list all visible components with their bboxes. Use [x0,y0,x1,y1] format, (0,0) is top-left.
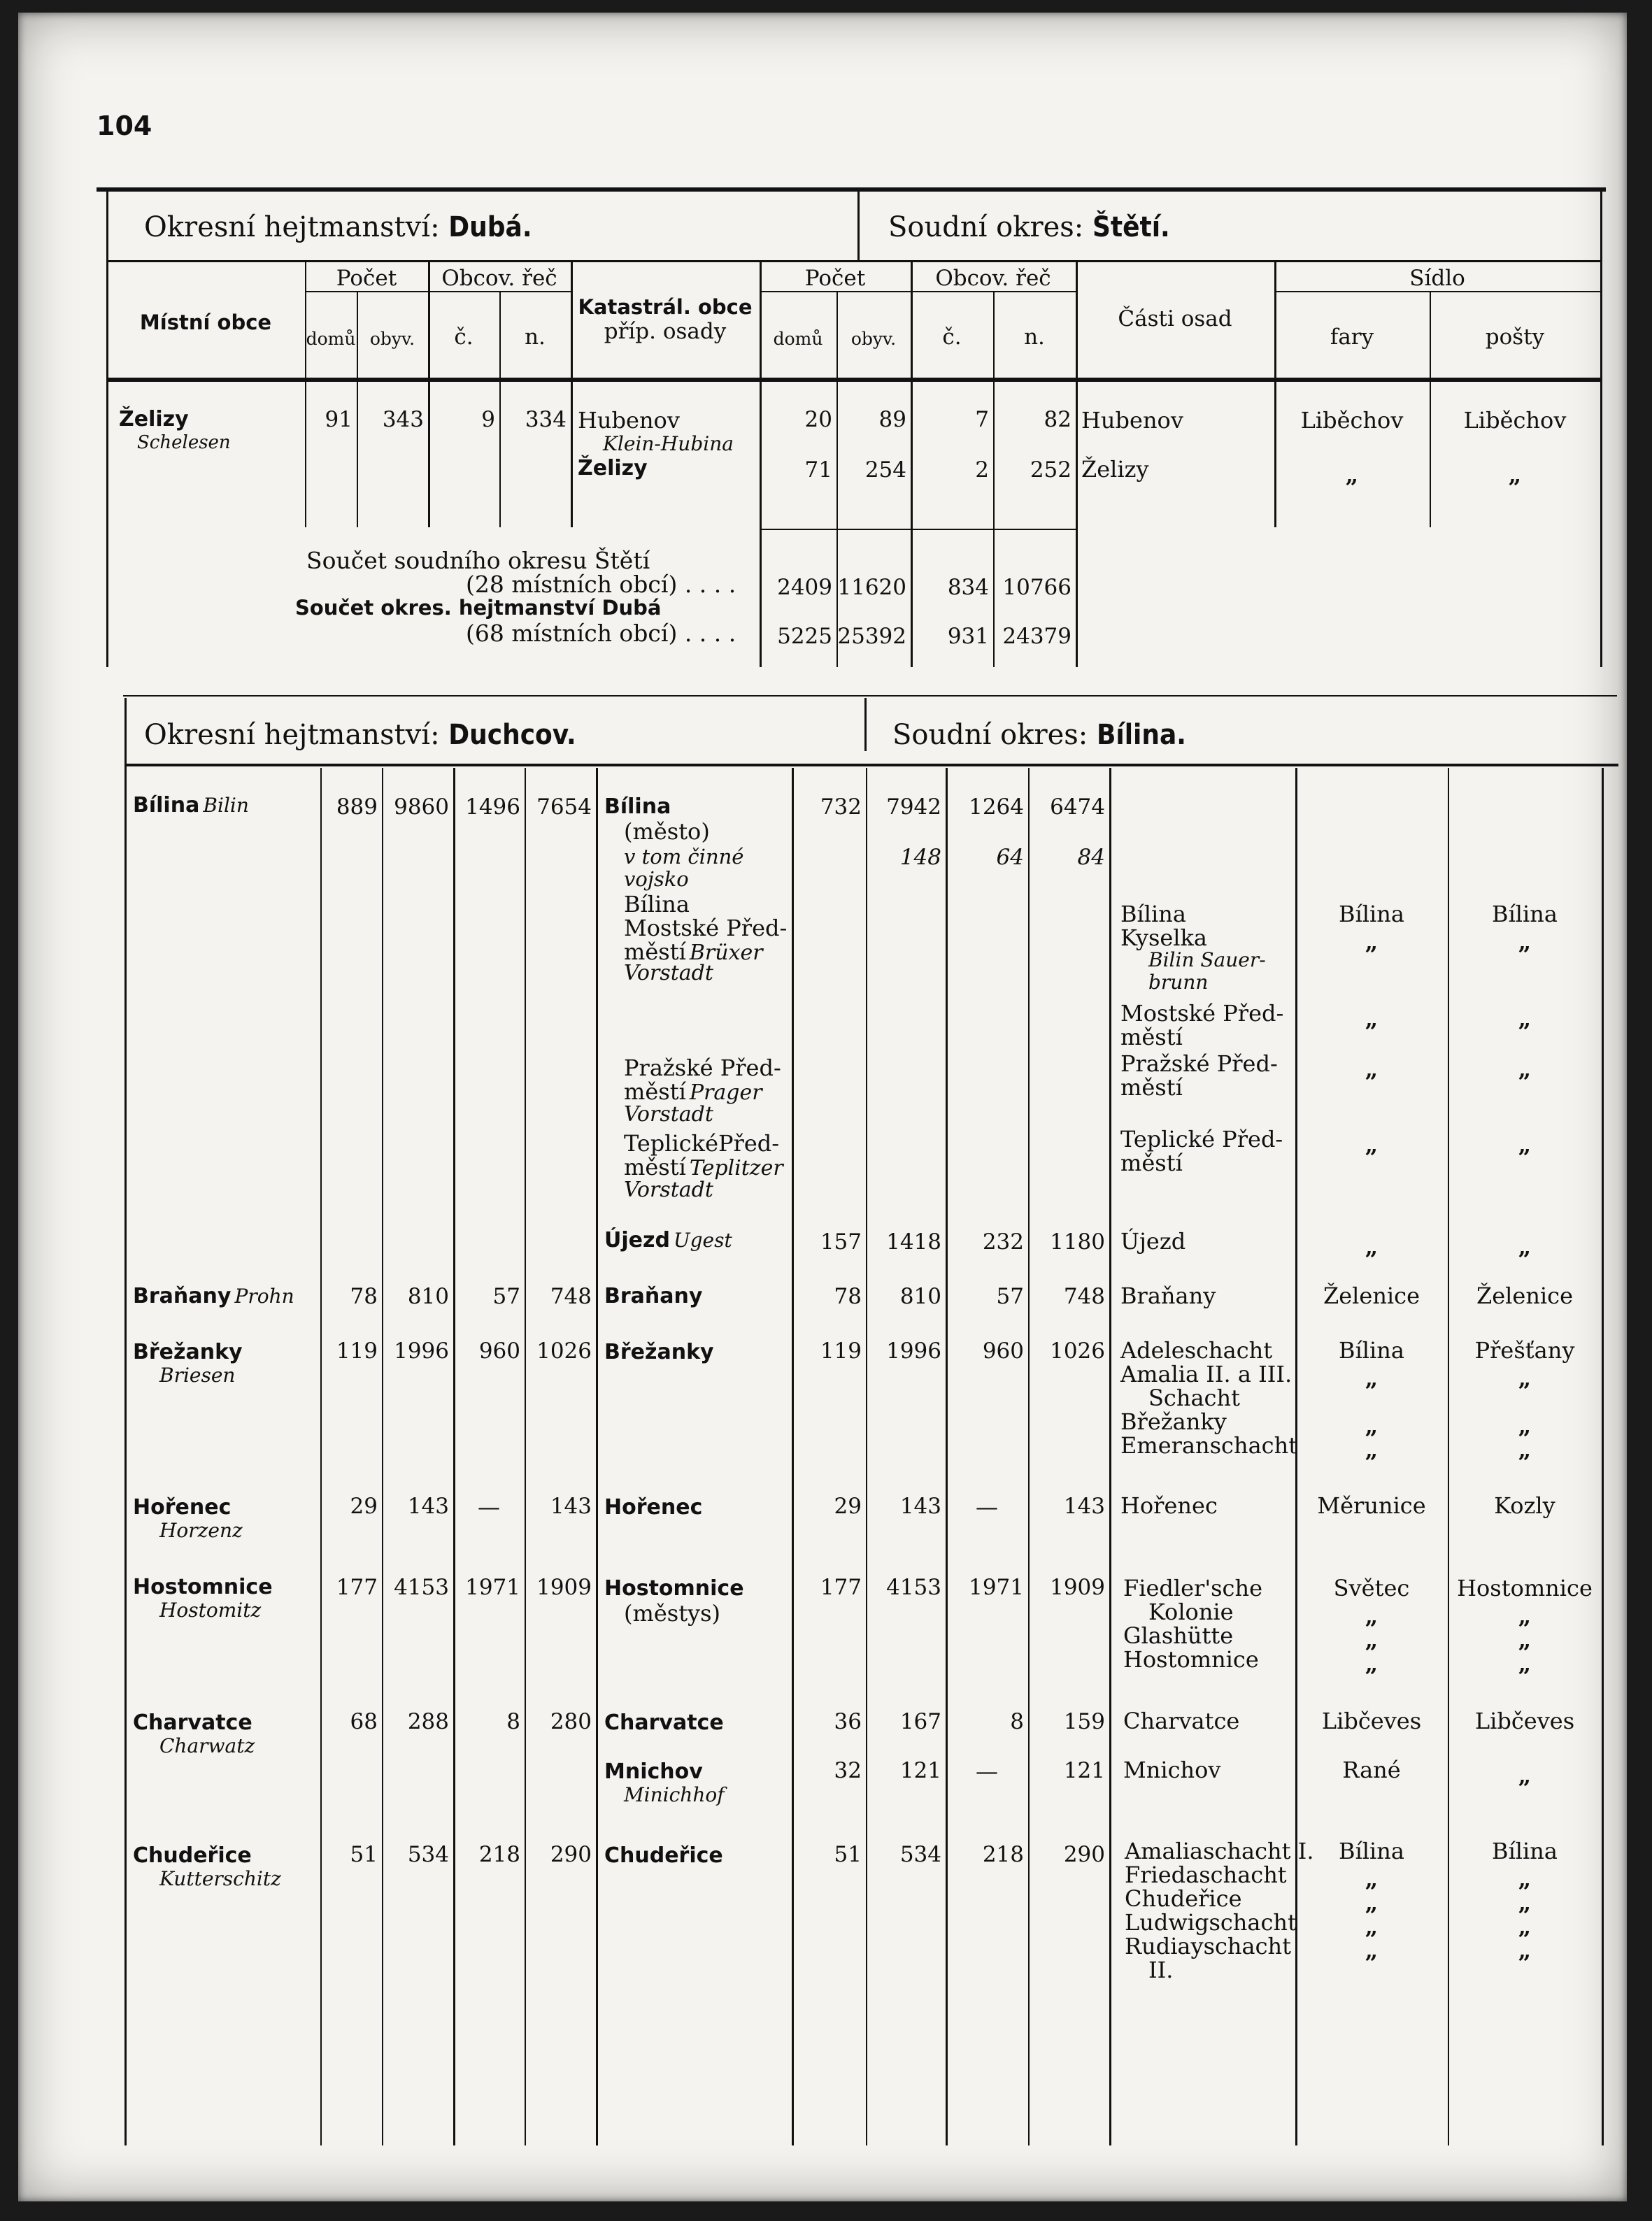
bilina-obec-de: Bilin [203,794,249,817]
horenec-kat-obyv: 143 [899,1494,941,1519]
chuderice-domu: 51 [350,1842,378,1867]
brezanky-cast-0: Adeleschacht [1120,1337,1273,1364]
col-line [305,262,306,527]
brezanky-fary: Bílina [1339,1337,1404,1364]
section2-hejtmanstvi [144,719,576,751]
horenec-obec-de: Horzenz [159,1519,243,1542]
charvatce-kat-0: Charvatce [604,1711,724,1735]
bilina-osada-2-line2 [624,1078,762,1105]
branany-c: 57 [492,1284,520,1309]
header-n: n. [525,324,546,350]
bilina-osada-3: TeplickéPřed- [624,1130,780,1157]
chuderice-n: 290 [550,1842,592,1867]
col-line [382,768,383,2145]
bilina-c: 1496 [465,794,520,820]
col-line [596,768,598,2145]
header-domu-2: domů [773,329,823,349]
bilina-cast-mostske-1: Mostské Před- [1120,1000,1284,1027]
section1-okres-label: Soudní okres: [888,211,1084,243]
bilina-posty-main: Bílina [1492,901,1558,927]
bilina-osada-0: Bílina [624,891,690,917]
brezanky-kat-n: 1026 [1050,1338,1105,1364]
bilina-cast-prazske-2: městí [1120,1074,1183,1101]
zelizy-r0-fary: Liběchov [1300,407,1404,434]
ujezd-kat-name: Újezd [604,1228,670,1252]
sum-hejt-label-2: (68 místních obcí) . . . . [466,620,736,647]
section1-divider [857,192,860,262]
sum-hejt-label-1: Součet okres. hejtmanství Dubá [295,596,662,620]
sum-hejt-c: 931 [947,624,989,649]
zelizy-kat-0: Hubenov [578,407,680,434]
col-line [453,768,455,2145]
section2-hejtmanstvi-label: Okresní hejtmanství: [144,719,440,751]
charvatce-obec-de: Charwatz [159,1734,255,1757]
brezanky-kat-c: 960 [982,1338,1024,1364]
charvatce-kat-1-de: Minichhof [624,1783,725,1806]
chuderice-obyv: 534 [407,1842,449,1867]
bilina-fary-ditto-3: „ [1365,1056,1379,1083]
zelizy-r1-c: 2 [975,457,989,483]
bilina-osada-2-de: Prager [689,1080,762,1105]
col-line [1109,768,1111,2145]
sum-okres-label-2: (28 místních obcí) . . . . [466,571,736,598]
brezanky-kat-domu: 119 [820,1338,862,1364]
hostomice-fary: Světec [1333,1575,1410,1601]
section1-hejtmanstvi-name: Dubá. [448,211,532,243]
horenec-cast: Hořenec [1120,1492,1218,1519]
chuderice-cast-2: Chudeřice [1125,1885,1242,1912]
header-katastr-1: Katastrál. obce [578,295,753,319]
zelizy-obec-de: Schelesen [137,432,231,453]
hostomice-posty: Hostomnice [1457,1575,1593,1601]
bilina-kat-domu: 732 [820,794,862,820]
branany-kat-obyv: 810 [899,1284,941,1309]
zelizy-kat-1: Želizy [578,456,648,480]
hostomice-kat-domu: 177 [820,1575,862,1600]
section1-okres [888,211,1170,243]
chuderice-posty-ditto-1: „ [1518,1866,1532,1892]
sum-okres-obyv: 11620 [837,575,906,600]
bilina-osada-3-de2: Vorstadt [624,1178,713,1202]
bilina-osada-2-de2: Vorstadt [624,1102,713,1127]
hostomice-domu: 177 [336,1575,378,1600]
section2-okres [892,719,1186,751]
col-line [866,768,867,2145]
bilina-vojsko-c: 64 [996,845,1024,870]
hostomice-cast-0: Fiedler'sche [1123,1575,1263,1601]
chuderice-fary-ditto-1: „ [1365,1866,1379,1892]
header-katastr-2: příp. osady [604,319,727,344]
brezanky-fary-ditto-1: „ [1365,1365,1379,1392]
branany-kat: Braňany [604,1284,703,1308]
header-domu: domů [306,329,356,349]
hostomice-kat: Hostomnice [604,1576,744,1601]
charvatce-r1-n: 121 [1063,1758,1105,1783]
hostomice-kat-n: 1909 [1050,1575,1105,1600]
sum-hejt-obyv: 25392 [837,624,906,649]
frame-right [1600,192,1602,667]
charvatce-c: 8 [506,1709,520,1734]
zelizy-obec: Želizy [119,407,189,431]
bilina-vojsko-2: vojsko [624,867,689,891]
ujezd-obyv: 1418 [886,1229,941,1255]
header-obyv: obyv. [369,329,415,349]
brezanky-kat: Břežanky [604,1340,714,1364]
brezanky-c: 960 [478,1338,520,1364]
chuderice-posty-ditto-2: „ [1518,1890,1532,1916]
zelizy-r0-obyv: 89 [878,407,906,432]
brezanky-fary-ditto-3: „ [1365,1436,1379,1463]
section2-frame-left [124,698,127,2145]
charvatce-r1-fary: Rané [1342,1757,1401,1783]
zelizy-obyv: 343 [382,407,424,432]
header-pocet-2: Počet [804,266,866,291]
hostomice-c: 1971 [465,1575,520,1600]
bilina-kat-obyv: 7942 [886,794,941,820]
brezanky-obec-de: Briesen [159,1364,236,1387]
hostomice-obyv: 4153 [394,1575,449,1600]
hostomice-kat-sub: (městys) [624,1600,721,1627]
horenec-posty: Kozly [1494,1492,1555,1519]
ujezd-domu: 157 [820,1229,862,1255]
branany-obyv: 810 [407,1284,449,1309]
header-sidlo: Sídlo [1409,266,1465,291]
branany-cast: Braňany [1120,1283,1216,1309]
header-bottom-rule [106,378,1600,382]
bilina-kat-n: 6474 [1050,794,1105,820]
charvatce-r1-obyv: 121 [899,1758,941,1783]
col-line [1028,768,1030,2145]
charvatce-r1-posty: „ [1518,1762,1532,1789]
hostomice-obec-de: Hostomitz [159,1599,262,1622]
header-top-rule [106,260,1600,262]
branany-fary: Želenice [1323,1283,1420,1309]
chuderice-kat: Chudeřice [604,1843,723,1868]
col-line [946,768,948,2145]
bilina-kat: Bílina [604,794,671,819]
bilina-osada-2-name2: městí [624,1078,686,1105]
header-n-2: n. [1024,324,1045,350]
section2-frame-right [1602,768,1604,2145]
zelizy-c: 9 [481,407,495,432]
charvatce-kat-1: Mnichov [604,1759,703,1784]
section2-hejtmanstvi-name: Duchcov. [448,719,576,751]
zelizy-r0-domu: 20 [804,407,832,432]
charvatce-r0-posty: Libčeves [1474,1708,1575,1734]
chuderice-cast-3: Ludwigschacht [1125,1909,1297,1936]
chuderice-obec: Chudeřice [133,1843,252,1868]
brezanky-fary-ditto-2: „ [1365,1413,1379,1439]
horenec-fary: Měrunice [1317,1492,1426,1519]
brezanky-n: 1026 [536,1338,592,1364]
zelizy-domu: 91 [325,407,353,432]
section2-okres-label: Soudní okres: [892,719,1088,751]
bilina-osada-3-line2 [624,1154,783,1180]
brezanky-obyv: 1996 [394,1338,449,1364]
section1-hejtmanstvi [144,211,532,243]
header-posty: pošty [1485,324,1545,350]
hostomice-cast-3: Hostomnice [1123,1646,1259,1673]
hostomice-posty-ditto-2: „ [1518,1627,1532,1653]
hostomice-n: 1909 [536,1575,592,1600]
bilina-obyv: 9860 [394,794,449,820]
zelizy-r0-c: 7 [975,407,989,432]
zelizy-r0-posty: Liběchov [1463,407,1567,434]
bilina-posty-ditto-2: „ [1518,1006,1532,1032]
brezanky-kat-obyv: 1996 [886,1338,941,1364]
bilina-fary-ditto-1: „ [1365,929,1379,955]
chuderice-obec-de: Kutterschitz [159,1867,281,1890]
col-line [792,768,794,2145]
bilina-kat-c: 1264 [969,794,1024,820]
col-line [428,262,430,527]
bilina-osada-1-de: Brüxer [689,941,763,965]
bilina-osada-2: Pražské Před- [624,1055,781,1081]
ujezd-c: 232 [982,1229,1024,1255]
charvatce-obyv: 288 [407,1709,449,1734]
zelizy-r1-fary: „ [1345,462,1359,488]
hostomice-kat-obyv: 4153 [886,1575,941,1600]
sum-okres-label-1: Součet soudního okresu Štětí [306,547,650,574]
chuderice-kat-domu: 51 [834,1842,862,1867]
hostomice-fary-ditto-2: „ [1365,1627,1379,1653]
bilina-osada-1-name2: městí [624,938,686,965]
sum-hejt-domu: 5225 [777,624,832,649]
brezanky-cast-4: Emeranschacht [1120,1432,1298,1459]
charvatce-r0-obyv: 167 [899,1709,941,1734]
col-line [320,768,322,2145]
sum-okres-domu: 2409 [777,575,832,600]
branany-posty: Želenice [1476,1283,1574,1309]
bilina-cast-mostske-2: městí [1120,1024,1183,1050]
hostomice-obec: Hostomnice [133,1575,273,1599]
charvatce-r0-domu: 36 [834,1709,862,1734]
bilina-osada-3-name2: městí [624,1154,686,1180]
bilina-cast-kyselka-de1: Bilin Sauer- [1148,948,1266,971]
hostomice-kat-c: 1971 [969,1575,1024,1600]
charvatce-domu: 68 [350,1709,378,1734]
frame-left [106,192,108,667]
hostomice-fary-ditto-1: „ [1365,1603,1379,1629]
bilina-fary-ditto-4: „ [1365,1131,1379,1158]
bilina-cast-bilina: Bílina [1120,901,1186,927]
branany-domu: 78 [350,1284,378,1309]
bilina-fary-ditto-2: „ [1365,1006,1379,1032]
charvatce-r0-cast: Charvatce [1123,1708,1240,1734]
chuderice-kat-obyv: 534 [899,1842,941,1867]
charvatce-r0-fary: Libčeves [1321,1708,1422,1734]
bilina-obec-name: Bílina [133,793,200,817]
horenec-domu: 29 [350,1494,378,1519]
bilina-cast-prazske-1: Pražské Před- [1120,1050,1278,1077]
charvatce-n: 280 [550,1709,592,1734]
zelizy-n: 334 [525,407,567,432]
horenec-kat: Hořenec [604,1495,703,1520]
section2-divider [864,698,867,751]
hostomice-posty-ditto-3: „ [1518,1650,1532,1677]
ujezd-kat-de: Ugest [674,1229,732,1252]
branany-kat-n: 748 [1063,1284,1105,1309]
section2-header-rule [124,764,1618,766]
header-c-2: č. [942,324,962,350]
page [18,13,1627,2201]
bilina-vojsko-n: 84 [1077,845,1105,870]
chuderice-fary-ditto-3: „ [1365,1913,1379,1940]
brezanky-cast-2: Schacht [1148,1385,1240,1411]
branany-obec-name: Braňany [133,1284,232,1308]
hostomice-posty-ditto-1: „ [1518,1603,1532,1629]
branany-obec-de: Prohn [234,1285,294,1308]
bilina-cast-teplicke-1: Teplické Před- [1120,1126,1283,1152]
branany-obec [133,1284,294,1308]
charvatce-r1-cast: Mnichov [1123,1757,1221,1783]
hostomice-cast-2: Glashütte [1123,1622,1234,1649]
bilina-domu: 889 [336,794,378,820]
page-number: 104 [97,110,152,141]
bilina-n: 7654 [536,794,592,820]
bilina-osada-1: Mostské Před- [624,915,788,941]
zelizy-r0-n: 82 [1044,407,1071,432]
brezanky-cast-1: Amalia II. a III. [1120,1361,1293,1387]
sum-okres-n: 10766 [1002,575,1071,600]
header-mistni-obce: Místní obce [139,310,272,334]
chuderice-posty: Bílina [1492,1838,1558,1864]
brezanky-domu: 119 [336,1338,378,1364]
top-border [97,187,1606,192]
header-obyv-2: obyv. [850,329,897,349]
chuderice-cast-0: Amaliaschacht I. [1125,1838,1314,1864]
chuderice-cast-4: Rudiayschacht [1125,1933,1291,1959]
sum-hejt-n: 24379 [1002,624,1071,649]
header-sub-rule [1274,291,1600,292]
ujezd-fary: „ [1365,1234,1379,1260]
bilina-obec [133,793,249,817]
brezanky-posty-ditto-3: „ [1518,1436,1532,1463]
horenec-kat-domu: 29 [834,1494,862,1519]
charvatce-r0-c: 8 [1010,1709,1024,1734]
chuderice-cast-1: Friedaschacht [1125,1862,1287,1888]
header-obcov-rec: Obcov. řeč [441,266,557,291]
bilina-osada-1-de2: Vorstadt [624,961,713,985]
bilina-posty-ditto-1: „ [1518,929,1532,955]
zelizy-kat-0-de: Klein-Hubina [603,432,734,455]
sum-okres-c: 834 [947,575,989,600]
branany-kat-c: 57 [996,1284,1024,1309]
horenec-kat-c: — [976,1494,998,1520]
branany-kat-domu: 78 [834,1284,862,1309]
brezanky-cast-3: Břežanky [1120,1408,1227,1435]
hostomice-cast-1: Kolonie [1148,1599,1234,1625]
ujezd-n: 1180 [1050,1229,1105,1255]
bilina-kat-sub: (město) [624,818,710,845]
section2-top-rule [123,695,1617,697]
section1-hejtmanstvi-label: Okresní hejtmanství: [144,211,440,243]
bilina-cast-kyselka: Kyselka [1120,924,1207,951]
sum-rule [760,529,1076,530]
chuderice-kat-c: 218 [982,1842,1024,1867]
header-sub-rule [760,291,1076,292]
bilina-posty-ditto-4: „ [1518,1131,1532,1158]
bilina-cast-kyselka-de2: brunn [1148,971,1209,994]
col-line [525,768,526,2145]
charvatce-r1-domu: 32 [834,1758,862,1783]
chuderice-kat-n: 290 [1063,1842,1105,1867]
charvatce-r1-c: — [976,1758,998,1785]
chuderice-posty-ditto-3: „ [1518,1913,1532,1940]
branany-n: 748 [550,1284,592,1309]
ujezd-cast: Újezd [1120,1228,1186,1255]
chuderice-fary-ditto-4: „ [1365,1937,1379,1964]
chuderice-fary-ditto-2: „ [1365,1890,1379,1916]
header-obcov-rec-2: Obcov. řeč [935,266,1051,291]
zelizy-r0-cast: Hubenov [1081,407,1183,434]
brezanky-obec: Břežanky [133,1340,243,1364]
zelizy-r1-posty: „ [1508,462,1522,488]
bilina-vojsko-obyv: 148 [899,845,941,870]
bilina-posty-ditto-3: „ [1518,1056,1532,1083]
brezanky-posty: Přešťany [1474,1337,1575,1364]
chuderice-c: 218 [478,1842,520,1867]
charvatce-obec: Charvatce [133,1711,252,1735]
bilina-cast-teplicke-2: městí [1120,1150,1183,1176]
zelizy-r1-obyv: 254 [864,457,906,483]
brezanky-posty-ditto-2: „ [1518,1413,1532,1439]
header-pocet: Počet [336,266,397,291]
horenec-obyv: 143 [407,1494,449,1519]
horenec-n: 143 [550,1494,592,1519]
chuderice-cast-5: II. [1148,1957,1174,1983]
header-fary: fary [1330,324,1374,350]
section2-okres-name: Bílina. [1096,719,1186,751]
ujezd-kat [604,1228,732,1252]
header-c: č. [454,324,473,350]
bilina-fary-main: Bílina [1339,901,1404,927]
brezanky-posty-ditto-1: „ [1518,1365,1532,1392]
bilina-osada-3-de: Teplitzer [689,1156,783,1180]
section1-okres-name: Štětí. [1092,211,1170,243]
horenec-kat-n: 143 [1063,1494,1105,1519]
header-casti-osad: Části osad [1118,306,1232,331]
horenec-obec: Hořenec [133,1495,232,1520]
bilina-vojsko-1: v tom činné [624,845,744,869]
chuderice-posty-ditto-4: „ [1518,1937,1532,1964]
zelizy-r1-domu: 71 [804,457,832,483]
chuderice-fary: Bílina [1339,1838,1404,1864]
header-sub-rule [305,291,571,292]
hostomice-fary-ditto-3: „ [1365,1650,1379,1677]
ujezd-posty: „ [1518,1234,1532,1260]
charvatce-r0-n: 159 [1063,1709,1105,1734]
zelizy-r1-cast: Želizy [1081,456,1149,483]
horenec-c: — [478,1494,500,1520]
zelizy-r1-n: 252 [1030,457,1071,483]
